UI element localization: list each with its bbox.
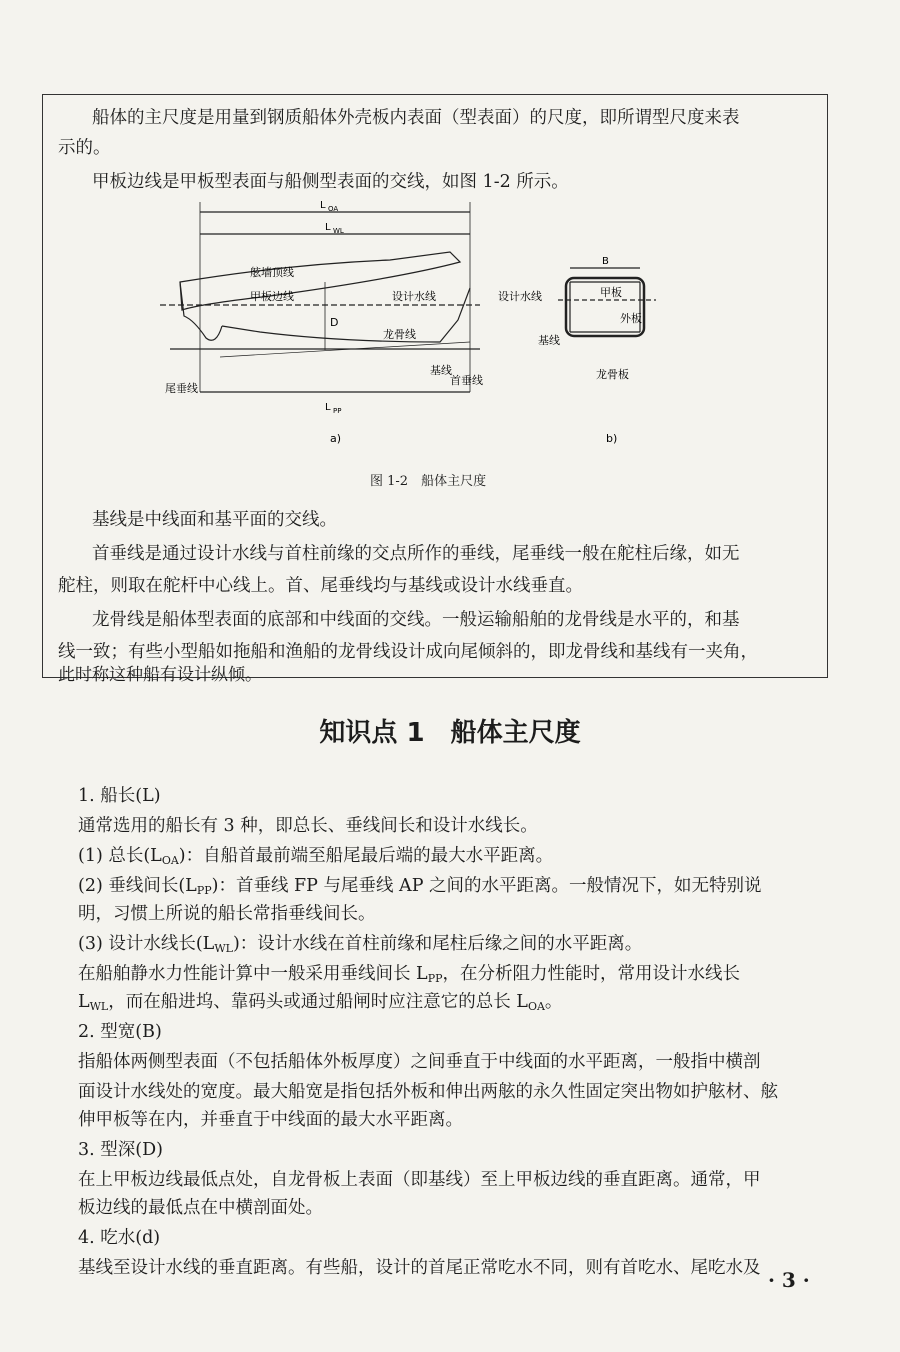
box-paragraph-5-line-3: 此时称这种船有设计纵倾。: [58, 665, 262, 685]
section-1-item-b: (2) 垂线间长$(L_{PP})$：首垂线 FP 与尾垂线 AP 之间的水平距离。一般情况下，如无特别说: [78, 876, 762, 897]
section-2-title: 2. 型宽(B): [78, 1022, 162, 1042]
section-1-note-line-2: $L_{WL}$，而在船进坞、靠码头或通过船闸时应注意它的总长 $L_{OA}$。: [78, 992, 563, 1013]
deck-plate-label: 甲板: [600, 286, 622, 299]
box-paragraph-1-line-1: 船体的主尺度是用量到钢质船体外壳板内表面（型表面）的尺度，即所谓型尺度来表: [92, 108, 740, 128]
lpp-label: L: [325, 402, 331, 413]
forward-perpendicular-label: 首垂线: [450, 374, 483, 387]
section-1-note-line-1: 在船舶静水力性能计算中一般采用垂线间长 $L_{PP}$，在分析阻力性能时，常用设计水线长: [78, 964, 740, 985]
ship-dimensions-figure: [140, 192, 700, 462]
section-3-line-1: 在上甲板边线最低点处，自龙骨板上表面（即基线）至上甲板边线的垂直距离。通常，甲: [78, 1170, 761, 1190]
beam-label: B: [602, 256, 609, 267]
section-1-item-a: (1) 总长$(L_{OA})$：自船首最前端至船尾最后端的最大水平距离。: [78, 846, 554, 867]
section-1-title: 1. 船长(L): [78, 786, 161, 806]
keel-line-label: 龙骨线: [383, 328, 416, 341]
baseline-label: 基线: [430, 364, 452, 377]
section-waterline-label: 设计水线: [498, 290, 542, 303]
section-baseline-label: 基线: [538, 334, 560, 347]
svg-text:WL: WL: [333, 227, 344, 235]
section-1-intro: 通常选用的船长有 3 种，即总长、垂线间长和设计水线长。: [78, 816, 538, 836]
depth-label: D: [330, 316, 339, 329]
loa-label: L: [320, 200, 326, 211]
deck-edge-label: 甲板边线: [250, 290, 294, 303]
box-paragraph-5-line-2: 线一致；有些小型船如拖船和渔船的龙骨线设计成向尾倾斜的，即龙骨线和基线有一夹角，: [58, 642, 758, 662]
section-4-title: 4. 吃水(d): [78, 1228, 161, 1248]
design-waterline-label: 设计水线: [392, 290, 436, 303]
svg-text:PP: PP: [333, 407, 342, 415]
section-4-line-1: 基线至设计水线的垂直距离。有些船，设计的首尾正常吃水不同，则有首吃水、尾吃水及: [78, 1258, 761, 1278]
section-2-line-2: 面设计水线处的宽度。最大船宽是指包括外板和伸出两舷的永久性固定突出物如护舷材、舷: [78, 1082, 778, 1102]
section-1-item-b-line-2: 明，习惯上所说的船长常指垂线间长。: [78, 904, 376, 924]
figure-caption: 图 1-2 船体主尺度: [370, 474, 487, 489]
aft-perpendicular-label: 尾垂线: [165, 382, 198, 395]
section-3-title: 3. 型深(D): [78, 1140, 163, 1160]
section-1-item-c: (3) 设计水线长$(L_{WL})$：设计水线在首柱前缘和尾柱后缘之间的水平距离。: [78, 934, 643, 955]
panel-b-label: b): [606, 432, 618, 445]
shell-plate-label: 外板: [620, 312, 642, 325]
panel-a-label: a): [330, 432, 342, 445]
section-heading: 知识点 1 船体主尺度: [319, 718, 581, 748]
section-2-line-3: 伸甲板等在内，并垂直于中线面的最大水平距离。: [78, 1110, 463, 1130]
section-2-line-1: 指船体两侧型表面（不包括船体外板厚度）之间垂直于中线面的水平距离，一般指中横剖: [78, 1052, 761, 1072]
section-3-line-2: 板边线的最低点在中横剖面处。: [78, 1198, 323, 1218]
box-paragraph-3: 基线是中线面和基平面的交线。: [92, 510, 337, 530]
page-number: · 3 ·: [768, 1268, 810, 1292]
box-paragraph-2: 甲板边线是甲板型表面与船侧型表面的交线，如图 1-2 所示。: [92, 172, 569, 192]
svg-text:OA: OA: [328, 205, 339, 213]
box-paragraph-4-line-2: 舵柱，则取在舵杆中心线上。首、尾垂线均与基线或设计水线垂直。: [58, 576, 583, 596]
keel-plate-label: 龙骨板: [596, 368, 629, 381]
midship-section-diagram: [558, 268, 656, 336]
lwl-label: L: [325, 222, 331, 233]
box-paragraph-1-line-2: 示的。: [58, 138, 111, 158]
bulwark-top-label: 舷墙顶线: [250, 266, 294, 279]
box-paragraph-5-line-1: 龙骨线是船体型表面的底部和中线面的交线。一般运输船舶的龙骨线是水平的，和基: [92, 610, 740, 630]
box-paragraph-4-line-1: 首垂线是通过设计水线与首柱前缘的交点所作的垂线，尾垂线一般在舵柱后缘，如无: [92, 544, 740, 564]
